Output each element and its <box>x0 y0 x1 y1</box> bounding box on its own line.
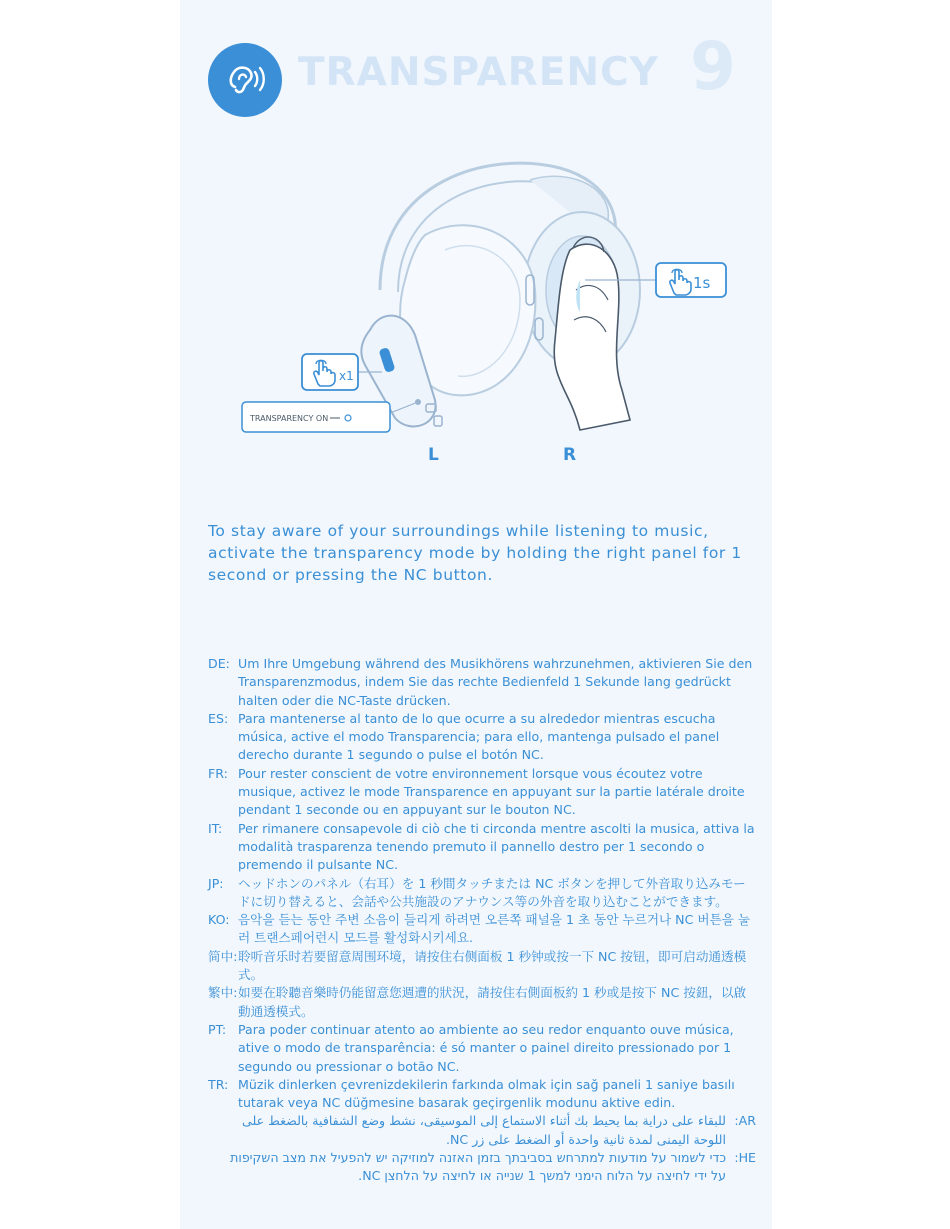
lang-code: FR: <box>208 765 228 781</box>
translation-he <box>208 1149 756 1186</box>
translation-ko <box>208 911 756 948</box>
lang-code: HE: <box>734 1150 756 1166</box>
translation-fr <box>208 765 756 820</box>
translation-zh-hans <box>208 948 756 985</box>
translation-zh-hant <box>208 984 756 1021</box>
translation-pt <box>208 1021 756 1076</box>
lang-text: Müzik dinlerken çevrenizdekilerin farkında olmak için sağ paneli 1 saniye basılı tutarak veya NC düğmesine basarak geçirgenlik modunu aktive edin. <box>238 1076 735 1111</box>
lang-text: Para mantenerse al tanto de lo que ocurre a su alrededor mientras escucha música, active el modo Transparencia; para ello, mantenga pulsado el panel derecho durante 1 segundo o pulse el botón NC. <box>238 710 720 763</box>
ear-icon <box>222 57 268 103</box>
lang-code: 简中: <box>208 948 238 964</box>
translation-es <box>208 710 756 765</box>
lang-text: 음악을 듣는 동안 주변 소음이 들리게 하려면 오른쪽 패널을 1 초 동안 누르거나 NC 버튼을 눌러 트랜스페어런시 모드를 활성화시키세요. <box>238 912 751 946</box>
lang-code: IT: <box>208 820 223 836</box>
lang-text: Para poder continuar atento ao ambiente ao seu redor enquanto ouve música, ative o modo de transparência: é só manter o painel direito pressionado por 1 segundo ou pressionar o botão NC. <box>238 1021 734 1074</box>
lang-text: ヘッドホンのパネル（右耳）を 1 秒間タッチまたは NC ボタンを押して外音取り込みモードに切り替えると、会話や公共施設のアナウンス等の外音を取り込むことができます。 <box>238 875 746 909</box>
tap-count-label: x1 <box>339 369 354 383</box>
page-number: 9 <box>690 28 736 105</box>
translation-jp <box>208 875 756 912</box>
lang-code: KO: <box>208 912 230 928</box>
hold-duration-label: 1s <box>693 274 711 292</box>
lang-text: 聆听音乐时若要留意周围环境，请按住右侧面板 1 秒钟或按一下 NC 按钮，即可启动通透模式。 <box>238 948 747 983</box>
lang-code: TR: <box>208 1076 229 1092</box>
lang-text: Um Ihre Umgebung während des Musikhörens wahrzunehmen, aktivieren Sie den Transparenzmodus, indem Sie das rechte Bedienfeld 1 Sekunde lang gedrückt halten oder die NC-Taste drücken. <box>238 656 753 708</box>
right-side-label: R <box>563 445 577 465</box>
indicator-label: TRANSPARENCY ON <box>250 414 329 423</box>
lang-code: JP: <box>208 875 224 891</box>
lang-text: Per rimanere consapevole di ciò che ti circonda mentre ascolti la musica, attiva la modalità trasparenza tenendo premuto il pannello destro per 1 secondo o premendo il pulsante NC. <box>238 820 755 873</box>
translation-it <box>208 820 756 875</box>
translations <box>208 655 756 1186</box>
lang-text: للبقاء على دراية بما يحيط بك أثناء الاستماع إلى الموسيقى، نشط وضع الشفافية بالضغط على اللوحة اليمنى لمدة ثانية واحدة أو الضغط على زر NC. <box>241 1113 726 1147</box>
lang-text: כדי לשמור על מודעות למתרחש בסביבתך בזמן האזנה למוזיקה יש להפעיל את מצב השקיפות על ידי לחיצה על הלוח הימני למשך 1 שנייה או לחיצה על הלחצן NC. <box>230 1150 726 1184</box>
lang-code: AR: <box>734 1113 756 1129</box>
lang-code: PT: <box>208 1021 227 1037</box>
headphones-illustration <box>230 140 750 440</box>
translation-tr <box>208 1076 756 1113</box>
left-side-label: L <box>428 445 439 465</box>
translation-ar <box>208 1112 756 1149</box>
intro-text: To stay aware of your surroundings while listening to music, activate the transparency mode by holding the right panel for 1 second or pressing the NC button. <box>208 522 742 584</box>
lang-code: ES: <box>208 710 229 726</box>
ear-icon-badge <box>208 43 282 117</box>
lang-code: DE: <box>208 656 230 671</box>
translation-de <box>208 655 756 710</box>
lang-code: 繁中: <box>208 985 238 1001</box>
lang-text: Pour rester conscient de votre environnement lorsque vous écoutez votre musique, activez le mode Transparence en appuyant sur la partie latérale droite pendant 1 seconde ou en appuyant sur le bouton NC. <box>238 765 745 818</box>
lang-text: 如要在聆聽音樂時仍能留意您週遭的狀況，請按住右側面板約 1 秒或是按下 NC 按鈕，以啟動通透模式。 <box>238 985 747 1019</box>
page-title: TRANSPARENCY <box>298 50 659 95</box>
